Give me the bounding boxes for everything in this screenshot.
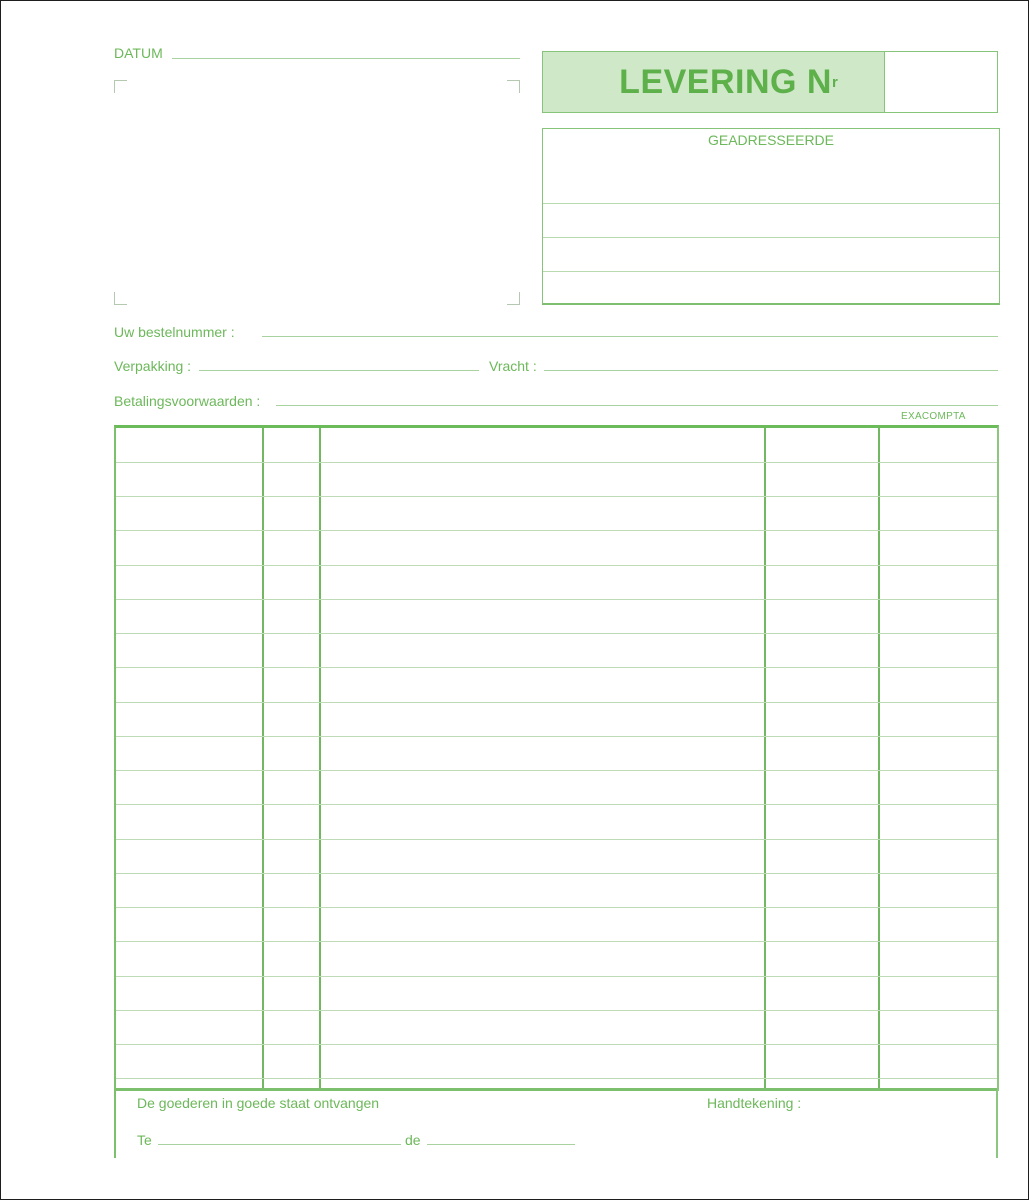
delivery-number-field[interactable] <box>885 52 997 112</box>
signature-field[interactable] <box>806 1110 991 1158</box>
datum-label: DATUM <box>114 45 163 61</box>
table-row[interactable] <box>116 702 997 703</box>
window-corner-bottom-right <box>507 292 520 305</box>
order-number-label: Uw bestelnummer : <box>114 324 235 340</box>
date-label: de <box>405 1132 421 1148</box>
table-row[interactable] <box>116 496 997 497</box>
form-title: LEVERING N <box>619 62 832 101</box>
payment-terms-input-line[interactable] <box>276 405 998 406</box>
table-row[interactable] <box>116 599 997 600</box>
brand-label: EXACOMPTA <box>901 411 966 422</box>
table-row[interactable] <box>116 976 997 977</box>
form-title-superscript: r <box>831 73 838 91</box>
place-input-line[interactable] <box>158 1144 401 1145</box>
table-row[interactable] <box>116 804 997 805</box>
goods-received-text: De goederen in goede staat ontvangen <box>137 1095 380 1111</box>
footer-right-border <box>996 1090 998 1158</box>
addressee-box <box>542 128 1000 305</box>
window-corner-bottom-left <box>114 292 127 305</box>
table-row[interactable] <box>116 839 997 840</box>
column-divider-1 <box>262 428 264 1091</box>
window-corner-top-right <box>507 80 520 93</box>
table-row[interactable] <box>116 770 997 771</box>
place-label: Te <box>137 1132 152 1148</box>
date-input-line[interactable] <box>427 1144 575 1145</box>
table-row[interactable] <box>116 462 997 463</box>
table-row[interactable] <box>116 873 997 874</box>
addressee-line-1[interactable] <box>543 203 999 204</box>
column-divider-3 <box>764 428 766 1091</box>
title-banner <box>543 52 885 112</box>
signature-label: Handtekening : <box>707 1095 802 1111</box>
table-row[interactable] <box>116 941 997 942</box>
payment-terms-label: Betalingsvoorwaarden : <box>114 393 261 409</box>
datum-input-line[interactable] <box>172 58 520 59</box>
footer-left-border <box>114 1090 116 1158</box>
freight-input-line[interactable] <box>544 370 998 371</box>
table-row[interactable] <box>116 1078 997 1079</box>
column-divider-4 <box>878 428 880 1091</box>
order-number-input-line[interactable] <box>262 336 998 337</box>
window-corner-top-left <box>114 80 127 93</box>
table-row[interactable] <box>116 667 997 668</box>
addressee-line-3[interactable] <box>543 271 999 272</box>
packaging-input-line[interactable] <box>199 370 479 371</box>
table-row[interactable] <box>116 1044 997 1045</box>
delivery-number-box <box>542 51 998 113</box>
addressee-line-2[interactable] <box>543 237 999 238</box>
table-row[interactable] <box>116 1010 997 1011</box>
packaging-label: Verpakking : <box>114 358 192 374</box>
column-divider-2 <box>319 428 321 1091</box>
freight-label: Vracht : <box>489 358 537 374</box>
table-row[interactable] <box>116 530 997 531</box>
items-table <box>114 425 999 1091</box>
table-row[interactable] <box>116 565 997 566</box>
table-row[interactable] <box>116 633 997 634</box>
addressee-label: GEADRESSEERDE <box>707 132 835 148</box>
table-row[interactable] <box>116 907 997 908</box>
table-bottom-border <box>116 1088 997 1091</box>
table-row[interactable] <box>116 736 997 737</box>
